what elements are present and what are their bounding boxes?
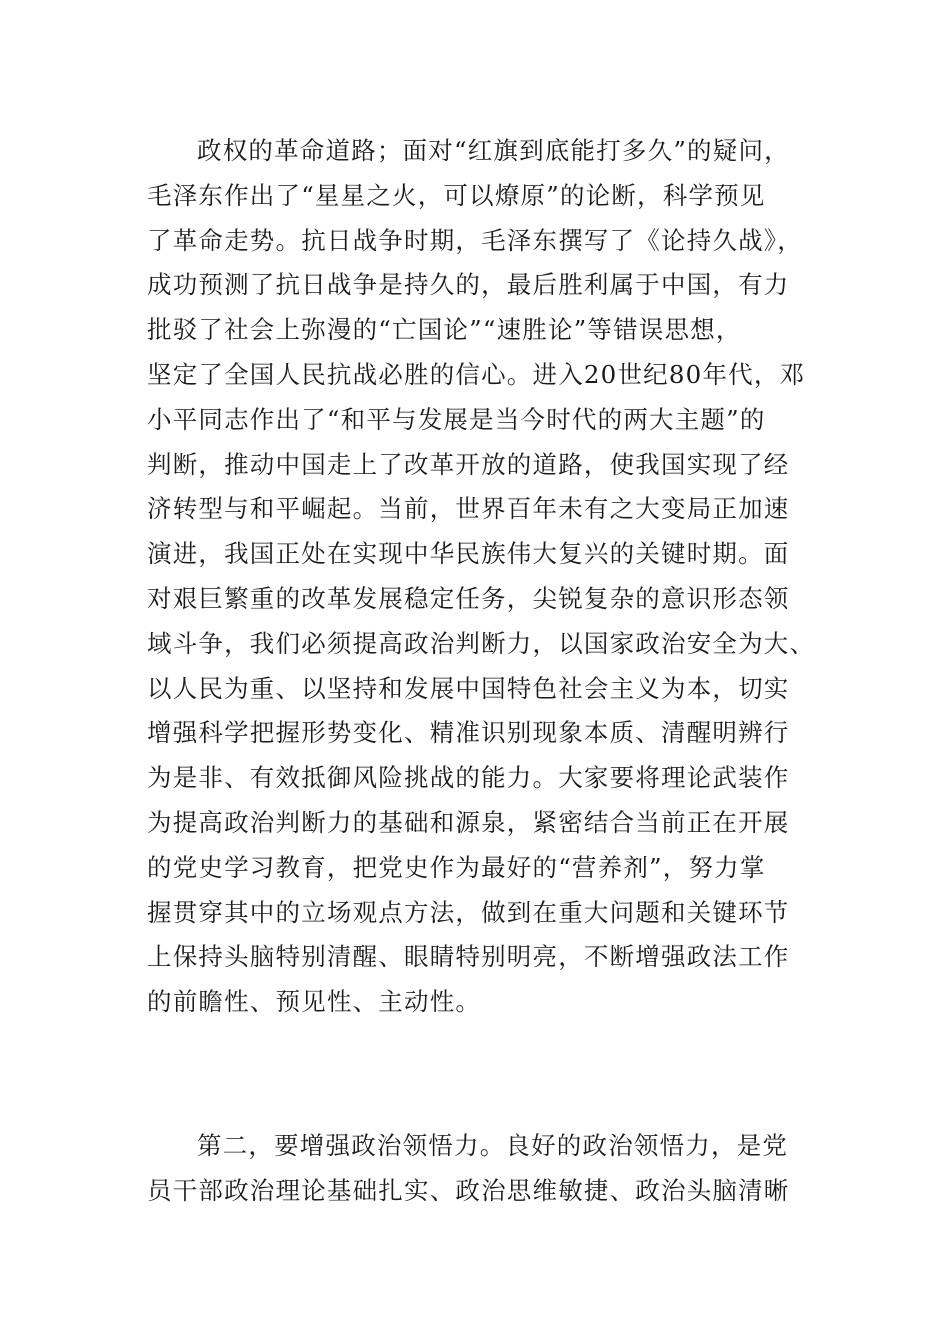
paragraph-line: 为是非、有效抵御风险挑战的能力。大家要将理论武装作 (147, 763, 790, 793)
paragraph-line: 成功预测了抗日战争是持久的，最后胜利属于中国，有力 (147, 270, 790, 300)
paragraph-line: 济转型与和平崛起。当前，世界百年未有之大变局正加速 (147, 494, 790, 524)
paragraph-line: 对艰巨繁重的改革发展稳定任务，尖锐复杂的意识形态领 (147, 583, 790, 613)
paragraph-line: 为提高政治判断力的基础和源泉，紧密结合当前正在开展 (147, 807, 790, 837)
paragraph-line: 以人民为重、以坚持和发展中国特色社会主义为本，切实 (147, 673, 790, 703)
paragraph-line: 小平同志作出了“和平与发展是当今时代的两大主题”的 (147, 404, 766, 434)
paragraph-line: 第二，要增强政治领悟力。良好的政治领悟力，是党 (197, 1131, 789, 1160)
paragraph-line: 演进，我国正处在实现中华民族伟大复兴的关键时期。面 (147, 539, 790, 569)
paragraph-line: 上保持头脑特别清醒、眼睛特别明亮，不断增强政法工作 (147, 942, 790, 972)
paragraph-line: 了革命走势。抗日战争时期，毛泽东撰写了《论持久战》， (147, 225, 803, 255)
paragraph-line: 判断，推动中国走上了改革开放的道路，使我国实现了经 (147, 449, 790, 479)
paragraph-line: 增强科学把握形势变化、精准识别现象本质、清醒明辨行 (147, 718, 790, 748)
paragraph-continued (147, 129, 816, 1025)
paragraph-line: 的党史学习教育，把党史作为最好的“营养剂”，努力掌 (147, 852, 766, 882)
paragraph-line: 的前瞻性、预见性、主动性。 (147, 987, 482, 1017)
paragraph-line: 毛泽东作出了“星星之火，可以燎原”的论断，科学预见 (147, 180, 766, 210)
paragraph-line: 握贯穿其中的立场观点方法，做到在重大问题和关键环节 (147, 897, 790, 927)
paragraph-second-point (147, 1124, 802, 1214)
paragraph-line: 政权的革命道路；面对“红旗到底能打多久”的疑问， (197, 136, 790, 165)
paragraph-line: 坚定了全国人民抗战必胜的信心。进入20世纪80年代，邓 (147, 359, 806, 389)
paragraph-line: 员干部政治理论基础扎实、政治思维敏捷、政治头脑清晰 (147, 1175, 790, 1205)
paragraph-line: 批驳了社会上弥漫的“亡国论”“速胜论”等错误思想， (147, 315, 742, 345)
paragraph-line: 域斗争，我们必须提高政治判断力，以国家政治安全为大、 (147, 628, 816, 658)
